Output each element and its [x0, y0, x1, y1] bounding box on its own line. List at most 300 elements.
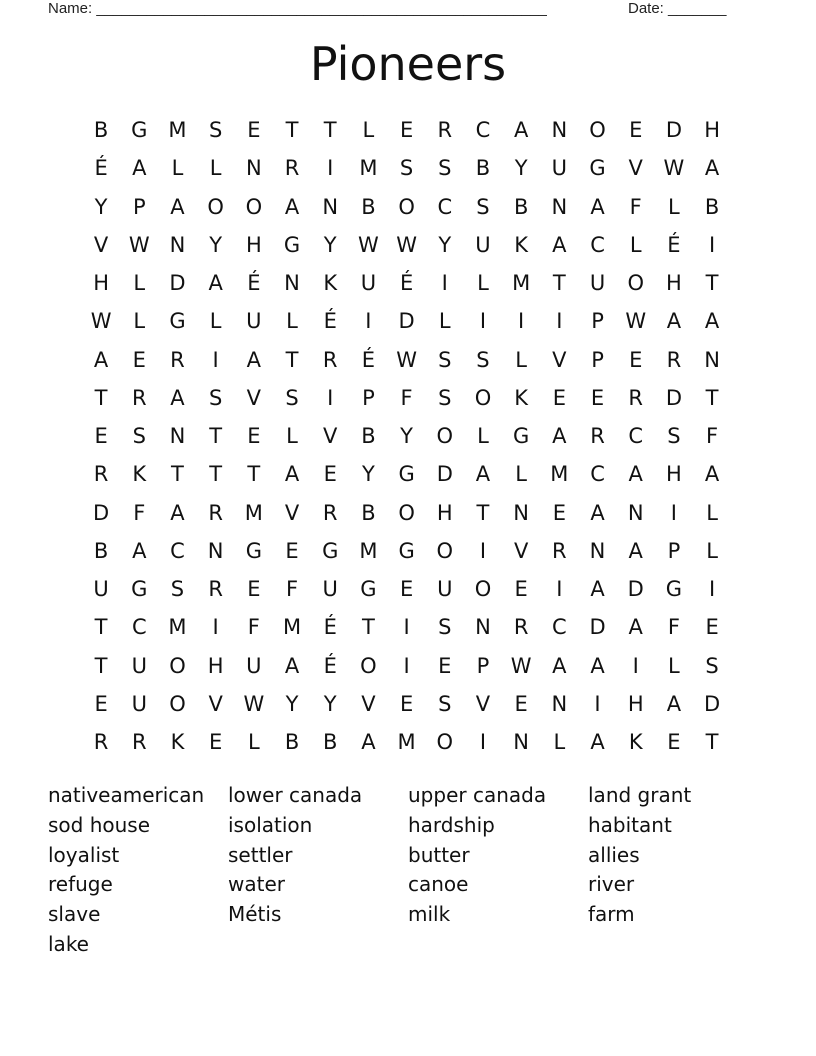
grid-letter[interactable]: D	[665, 385, 682, 410]
grid-letter[interactable]: É	[323, 309, 337, 334]
grid-letter[interactable]: É	[399, 271, 414, 295]
grid-letter[interactable]: B	[475, 156, 491, 181]
grid-letter[interactable]: A	[628, 615, 643, 640]
grid-letter[interactable]: C	[170, 538, 185, 563]
grid-letter[interactable]: R	[284, 156, 300, 181]
grid-letter[interactable]: S	[132, 424, 146, 448]
grid-letter[interactable]: S	[208, 385, 223, 410]
grid-letter[interactable]: É	[361, 347, 376, 372]
grid-letter[interactable]: G	[245, 538, 262, 563]
grid-letter[interactable]: Y	[323, 232, 337, 257]
grid-letter[interactable]: B	[704, 194, 720, 219]
grid-letter[interactable]: F	[247, 615, 260, 640]
grid-letter[interactable]: É	[94, 156, 108, 181]
grid-letter[interactable]: A	[284, 462, 300, 487]
grid-letter[interactable]: S	[705, 653, 719, 678]
grid-letter[interactable]: L	[706, 500, 718, 525]
grid-letter[interactable]: R	[322, 500, 338, 525]
grid-letter[interactable]: Y	[438, 232, 452, 257]
grid-row	[82, 608, 732, 646]
grid-letter[interactable]: É	[667, 232, 681, 257]
grid-letter[interactable]: P	[132, 194, 146, 219]
grid-letter[interactable]: H	[627, 691, 644, 716]
grid-letter[interactable]: L	[247, 730, 260, 754]
grid-letter[interactable]: A	[284, 194, 300, 219]
grid-letter[interactable]: W	[128, 232, 150, 257]
grid-letter[interactable]: H	[245, 232, 262, 257]
grid-letter[interactable]: M	[168, 118, 187, 142]
grid-letter[interactable]: E	[209, 730, 223, 754]
grid-letter[interactable]: É	[323, 615, 337, 640]
grid-letter[interactable]: V	[323, 424, 338, 448]
grid-letter[interactable]: U	[131, 691, 147, 716]
grid-letter[interactable]: P	[362, 385, 375, 410]
grid-letter[interactable]: W	[510, 653, 532, 678]
word-bank-item: slave	[48, 902, 101, 927]
grid-letter[interactable]: R	[322, 347, 338, 372]
grid-letter[interactable]: S	[438, 347, 452, 372]
grid-letter[interactable]: G	[131, 118, 148, 142]
grid-letter[interactable]: S	[476, 194, 490, 219]
grid-letter[interactable]: P	[591, 347, 604, 372]
grid-letter[interactable]: O	[245, 194, 263, 219]
grid-letter[interactable]: A	[666, 309, 682, 334]
grid-letter[interactable]: L	[668, 194, 680, 219]
grid-letter[interactable]: S	[438, 691, 452, 716]
grid-letter[interactable]: Y	[514, 156, 528, 181]
grid-letter[interactable]: C	[628, 424, 644, 448]
grid-letter[interactable]: L	[515, 462, 527, 487]
grid-letter[interactable]: V	[246, 385, 262, 410]
grid-letter[interactable]: T	[552, 271, 566, 295]
grid-letter[interactable]: G	[398, 462, 415, 487]
grid-letter[interactable]: A	[284, 653, 300, 678]
grid-letter[interactable]: C	[475, 118, 491, 142]
grid-letter[interactable]: T	[705, 271, 719, 295]
grid-letter[interactable]: U	[131, 653, 147, 678]
grid-letter[interactable]: S	[438, 385, 452, 410]
grid-letter[interactable]: H	[704, 118, 720, 142]
grid-letter[interactable]: K	[514, 385, 529, 410]
grid-letter[interactable]: K	[628, 730, 643, 754]
grid-letter[interactable]: A	[552, 424, 567, 448]
grid-letter[interactable]: A	[590, 194, 605, 219]
grid-row	[82, 341, 732, 379]
grid-letter[interactable]: H	[207, 653, 224, 678]
grid-letter[interactable]: G	[322, 538, 339, 563]
grid-letter[interactable]: E	[94, 424, 108, 448]
grid-letter[interactable]: A	[628, 538, 643, 563]
grid-letter[interactable]: I	[518, 309, 525, 334]
grid-letter[interactable]: U	[589, 271, 606, 295]
grid-letter[interactable]: A	[590, 500, 605, 525]
grid-letter[interactable]: I	[479, 730, 487, 754]
grid-letter[interactable]: A	[132, 538, 147, 563]
grid-letter[interactable]: A	[246, 347, 262, 372]
grid-letter[interactable]: M	[550, 462, 569, 487]
grid-letter[interactable]: É	[247, 271, 261, 295]
grid-letter[interactable]: I	[632, 653, 639, 678]
grid-letter[interactable]: O	[627, 271, 644, 295]
grid-letter[interactable]: L	[133, 309, 146, 334]
grid-letter[interactable]: F	[629, 194, 642, 219]
grid-letter[interactable]: T	[323, 118, 337, 142]
grid-letter[interactable]: A	[475, 462, 491, 487]
grid-letter[interactable]: D	[665, 118, 682, 142]
grid-letter[interactable]: T	[94, 615, 108, 640]
grid-letter[interactable]: E	[514, 691, 528, 716]
grid-letter[interactable]: N	[551, 118, 568, 142]
grid-letter[interactable]: W	[358, 232, 379, 257]
grid-letter[interactable]: N	[207, 538, 224, 563]
grid-letter[interactable]: D	[398, 309, 415, 334]
grid-letter[interactable]: T	[476, 500, 490, 525]
grid-letter[interactable]: N	[245, 156, 262, 181]
word-bank-item: sod house	[48, 812, 151, 837]
grid-letter[interactable]: F	[667, 615, 680, 640]
word-bank-item: refuge	[48, 872, 113, 897]
grid-letter[interactable]: O	[589, 118, 606, 142]
grid-letter[interactable]: O	[169, 691, 186, 716]
grid-letter[interactable]: G	[360, 577, 377, 601]
grid-letter[interactable]: I	[365, 309, 372, 334]
grid-letter[interactable]: A	[590, 653, 605, 678]
grid-letter[interactable]: S	[208, 118, 223, 142]
grid-letter[interactable]: E	[247, 118, 261, 142]
grid-letter[interactable]: A	[704, 462, 720, 487]
grid-letter[interactable]: B	[513, 194, 529, 219]
grid-letter[interactable]: I	[479, 538, 487, 563]
grid-letter[interactable]: V	[552, 347, 567, 372]
word-bank-item: water	[228, 872, 285, 897]
grid-letter[interactable]: O	[207, 194, 224, 219]
grid-letter[interactable]: U	[246, 309, 262, 334]
grid-letter[interactable]: H	[666, 271, 682, 295]
grid-letter[interactable]: R	[131, 385, 147, 410]
grid-letter[interactable]: V	[475, 691, 491, 716]
grid-letter[interactable]: L	[438, 309, 451, 334]
grid-letter[interactable]: N	[704, 347, 720, 372]
grid-letter[interactable]: T	[285, 347, 299, 372]
grid-letter[interactable]: L	[286, 424, 298, 448]
grid-letter[interactable]: D	[93, 500, 110, 525]
grid-letter[interactable]: Y	[400, 424, 413, 448]
grid-letter[interactable]: D	[436, 462, 453, 487]
grid-letter[interactable]: A	[590, 577, 605, 601]
grid-letter[interactable]: S	[476, 347, 490, 372]
grid-letter[interactable]: E	[399, 118, 414, 142]
grid-letter[interactable]: C	[437, 194, 453, 219]
grid-letter[interactable]: A	[704, 309, 720, 334]
grid-letter[interactable]: N	[513, 730, 530, 754]
grid-letter[interactable]: N	[589, 538, 606, 563]
grid-letter[interactable]: A	[170, 194, 185, 219]
grid-letter[interactable]: T	[285, 118, 299, 142]
grid-letter[interactable]: S	[170, 577, 185, 601]
grid-letter[interactable]: A	[208, 271, 223, 295]
grid-letter[interactable]: R	[93, 730, 109, 754]
grid-letter[interactable]: R	[170, 347, 185, 372]
grid-letter[interactable]: R	[208, 577, 223, 601]
grid-letter[interactable]: U	[322, 577, 338, 601]
grid-letter[interactable]: R	[666, 347, 682, 372]
grid-letter[interactable]: U	[246, 653, 262, 678]
grid-letter[interactable]: S	[399, 156, 414, 181]
grid-letter[interactable]: T	[209, 424, 223, 448]
grid-letter[interactable]: B	[361, 500, 376, 525]
grid-letter[interactable]: I	[479, 309, 487, 334]
grid-letter[interactable]: U	[475, 232, 491, 257]
grid-letter[interactable]: I	[212, 347, 219, 372]
grid-letter[interactable]: L	[171, 156, 184, 181]
grid-letter[interactable]: B	[93, 118, 109, 142]
grid-letter[interactable]: Y	[94, 194, 108, 219]
grid-letter[interactable]: E	[629, 347, 643, 372]
grid-letter[interactable]: N	[627, 500, 644, 525]
grid-letter[interactable]: K	[170, 730, 185, 754]
grid-letter[interactable]: R	[513, 615, 529, 640]
grid-letter[interactable]: M	[359, 156, 378, 181]
grid-letter[interactable]: G	[169, 309, 186, 334]
grid-letter[interactable]: P	[667, 538, 681, 563]
grid-letter[interactable]: A	[361, 730, 376, 754]
grid-letter[interactable]: G	[589, 156, 606, 181]
grid-letter[interactable]: G	[283, 232, 301, 257]
grid-letter[interactable]: Y	[323, 691, 337, 716]
grid-letter[interactable]: A	[513, 118, 529, 142]
grid-letter[interactable]: E	[247, 424, 261, 448]
grid-letter[interactable]: O	[436, 538, 454, 563]
grid-letter[interactable]: O	[474, 385, 492, 410]
grid-letter[interactable]: W	[243, 691, 265, 716]
grid-letter[interactable]: I	[708, 577, 716, 601]
grid-letter[interactable]: E	[132, 347, 146, 372]
grid-letter[interactable]: I	[556, 309, 563, 334]
grid-letter[interactable]: U	[360, 271, 377, 295]
grid-letter[interactable]: E	[590, 385, 605, 410]
grid-letter[interactable]: M	[512, 271, 531, 295]
grid-letter[interactable]: M	[168, 615, 187, 640]
grid-letter[interactable]: I	[212, 615, 219, 640]
grid-letter[interactable]: E	[629, 118, 643, 142]
word-bank-item: loyalist	[48, 842, 120, 867]
grid-letter[interactable]: V	[93, 232, 109, 257]
grid-letter[interactable]: L	[209, 156, 222, 181]
grid-letter[interactable]: A	[170, 385, 185, 410]
grid-letter[interactable]: A	[628, 462, 643, 487]
grid-letter[interactable]: L	[286, 309, 298, 334]
grid-letter[interactable]: M	[359, 538, 378, 563]
grid-letter[interactable]: R	[131, 730, 147, 754]
grid-letter[interactable]: I	[594, 691, 601, 716]
grid-letter[interactable]: D	[704, 691, 721, 716]
grid-letter[interactable]: B	[93, 538, 109, 563]
grid-letter[interactable]: O	[474, 577, 492, 601]
grid-letter[interactable]: A	[666, 691, 682, 716]
grid-letter[interactable]: I	[708, 232, 716, 257]
grid-letter[interactable]: W	[396, 347, 417, 372]
grid-letter[interactable]: R	[437, 118, 453, 142]
grid-letter[interactable]: I	[441, 271, 448, 295]
grid-letter[interactable]: A	[704, 156, 720, 181]
grid-letter[interactable]: T	[94, 385, 108, 410]
grid-letter[interactable]: C	[590, 232, 605, 257]
grid-letter[interactable]: A	[132, 156, 147, 181]
grid-letter[interactable]: B	[323, 730, 338, 754]
grid-letter[interactable]: Y	[209, 232, 223, 257]
grid-letter[interactable]: L	[629, 232, 642, 257]
grid-letter[interactable]: C	[131, 615, 147, 640]
grid-letter[interactable]: I	[556, 577, 563, 601]
grid-letter[interactable]: L	[209, 309, 222, 334]
grid-letter[interactable]: F	[133, 500, 146, 525]
grid-letter[interactable]: I	[327, 156, 334, 181]
grid-letter[interactable]: R	[552, 538, 567, 563]
grid-letter[interactable]: E	[514, 577, 528, 601]
grid-letter[interactable]: D	[627, 577, 644, 601]
grid-letter[interactable]: A	[552, 653, 567, 678]
grid-letter[interactable]: S	[438, 156, 452, 181]
grid-letter[interactable]: T	[171, 462, 184, 487]
grid-letter[interactable]: N	[475, 615, 491, 640]
grid-letter[interactable]: L	[515, 347, 527, 372]
grid-letter[interactable]: I	[403, 615, 410, 640]
grid-letter[interactable]: B	[284, 730, 300, 754]
grid-letter[interactable]: W	[90, 309, 112, 334]
grid-letter[interactable]: E	[705, 615, 719, 640]
grid-letter[interactable]: K	[132, 462, 147, 487]
grid-letter[interactable]: O	[398, 500, 415, 525]
grid-letter[interactable]: O	[436, 424, 454, 448]
grid-letter[interactable]: L	[362, 118, 375, 142]
grid-letter[interactable]: F	[285, 577, 299, 601]
date-line[interactable]: Date: _______	[628, 0, 727, 17]
grid-letter[interactable]: T	[247, 462, 261, 487]
grid-letter[interactable]: L	[477, 424, 489, 448]
grid-letter[interactable]: L	[553, 730, 566, 754]
grid-letter[interactable]: R	[93, 462, 109, 487]
grid-letter[interactable]: K	[323, 271, 338, 295]
grid-letter[interactable]: L	[133, 271, 146, 295]
grid-letter[interactable]: M	[282, 615, 302, 640]
name-line[interactable]: Name: ______________________________________________________	[48, 0, 547, 17]
grid-letter[interactable]: L	[668, 653, 680, 678]
grid-letter[interactable]: N	[169, 424, 186, 448]
grid-letter[interactable]: É	[323, 653, 337, 678]
grid-letter[interactable]: T	[361, 615, 375, 640]
grid-letter[interactable]: R	[208, 500, 223, 525]
grid-letter[interactable]: E	[247, 577, 261, 601]
grid-letter[interactable]: I	[327, 385, 334, 410]
grid-letter[interactable]: S	[667, 424, 681, 448]
grid-letter[interactable]: O	[169, 653, 186, 678]
grid-letter[interactable]: V	[628, 156, 643, 181]
grid-letter[interactable]: H	[436, 500, 453, 525]
grid-letter[interactable]: S	[438, 615, 452, 640]
grid-letter[interactable]: E	[552, 500, 566, 525]
grid-letter[interactable]: R	[590, 424, 605, 448]
grid-letter[interactable]: D	[169, 271, 186, 295]
grid-letter[interactable]: I	[670, 500, 677, 525]
grid-letter[interactable]: M	[397, 730, 416, 754]
grid-letter[interactable]: U	[551, 156, 568, 181]
grid-letter[interactable]: U	[93, 577, 109, 601]
grid-letter[interactable]: Y	[361, 462, 375, 487]
grid-letter[interactable]: B	[361, 194, 376, 219]
grid-letter[interactable]: E	[399, 691, 414, 716]
grid-letter[interactable]: N	[322, 194, 339, 219]
grid-letter[interactable]: R	[628, 385, 644, 410]
grid-letter[interactable]: H	[666, 462, 682, 487]
grid-letter[interactable]: T	[705, 385, 719, 410]
grid-letter[interactable]: A	[552, 232, 567, 257]
grid-letter[interactable]: A	[93, 347, 109, 372]
grid-letter[interactable]: N	[551, 691, 568, 716]
grid-letter[interactable]: E	[552, 385, 566, 410]
grid-letter[interactable]: E	[438, 653, 452, 678]
grid-letter[interactable]: G	[131, 577, 148, 601]
grid-letter[interactable]: A	[590, 730, 605, 754]
grid-letter[interactable]: F	[706, 424, 719, 448]
grid-letter[interactable]: L	[706, 538, 718, 563]
grid-letter[interactable]: B	[361, 424, 376, 448]
grid-letter[interactable]: D	[589, 615, 606, 640]
grid-letter[interactable]: E	[323, 462, 337, 487]
grid-letter[interactable]: V	[208, 691, 223, 716]
grid-letter[interactable]: W	[625, 309, 647, 334]
grid-letter[interactable]: E	[399, 577, 414, 601]
grid-letter[interactable]: P	[591, 309, 604, 334]
grid-letter[interactable]: N	[551, 194, 568, 219]
grid-letter[interactable]: E	[667, 730, 681, 754]
grid-letter[interactable]: G	[398, 538, 415, 563]
grid-letter[interactable]: F	[400, 385, 413, 410]
grid-letter[interactable]: G	[665, 577, 683, 601]
grid-letter[interactable]: M	[244, 500, 263, 525]
grid-letter[interactable]: K	[514, 232, 529, 257]
grid-letter[interactable]: O	[360, 653, 377, 678]
grid-letter[interactable]: N	[169, 232, 186, 257]
word-bank-item: upper canada	[408, 783, 547, 807]
grid-letter[interactable]: W	[396, 232, 417, 257]
grid-letter[interactable]: E	[94, 691, 108, 716]
grid-letter[interactable]: Y	[285, 691, 299, 716]
grid-letter[interactable]: N	[284, 271, 300, 295]
grid-letter[interactable]: C	[552, 615, 567, 640]
grid-letter[interactable]: V	[361, 691, 376, 716]
grid-letter[interactable]: C	[590, 462, 605, 487]
grid-letter[interactable]: I	[403, 653, 410, 678]
grid-letter[interactable]: T	[209, 462, 223, 487]
grid-letter[interactable]: U	[437, 577, 453, 601]
grid-letter[interactable]: P	[476, 653, 490, 678]
grid-letter[interactable]: H	[93, 271, 109, 295]
grid-letter[interactable]: T	[94, 653, 108, 678]
grid-letter[interactable]: G	[513, 424, 530, 448]
grid-letter[interactable]: E	[285, 538, 299, 563]
grid-letter[interactable]: O	[436, 730, 454, 754]
grid-letter[interactable]: S	[285, 385, 299, 410]
grid-letter[interactable]: L	[477, 271, 489, 295]
grid-letter[interactable]: W	[663, 156, 685, 181]
grid-letter[interactable]: A	[170, 500, 185, 525]
word-bank-item: milk	[408, 902, 451, 927]
grid-letter[interactable]: O	[398, 194, 415, 219]
grid-letter[interactable]: V	[513, 538, 529, 563]
grid-letter[interactable]: V	[284, 500, 300, 525]
grid-letter[interactable]: N	[513, 500, 530, 525]
grid-letter[interactable]: T	[705, 730, 719, 754]
